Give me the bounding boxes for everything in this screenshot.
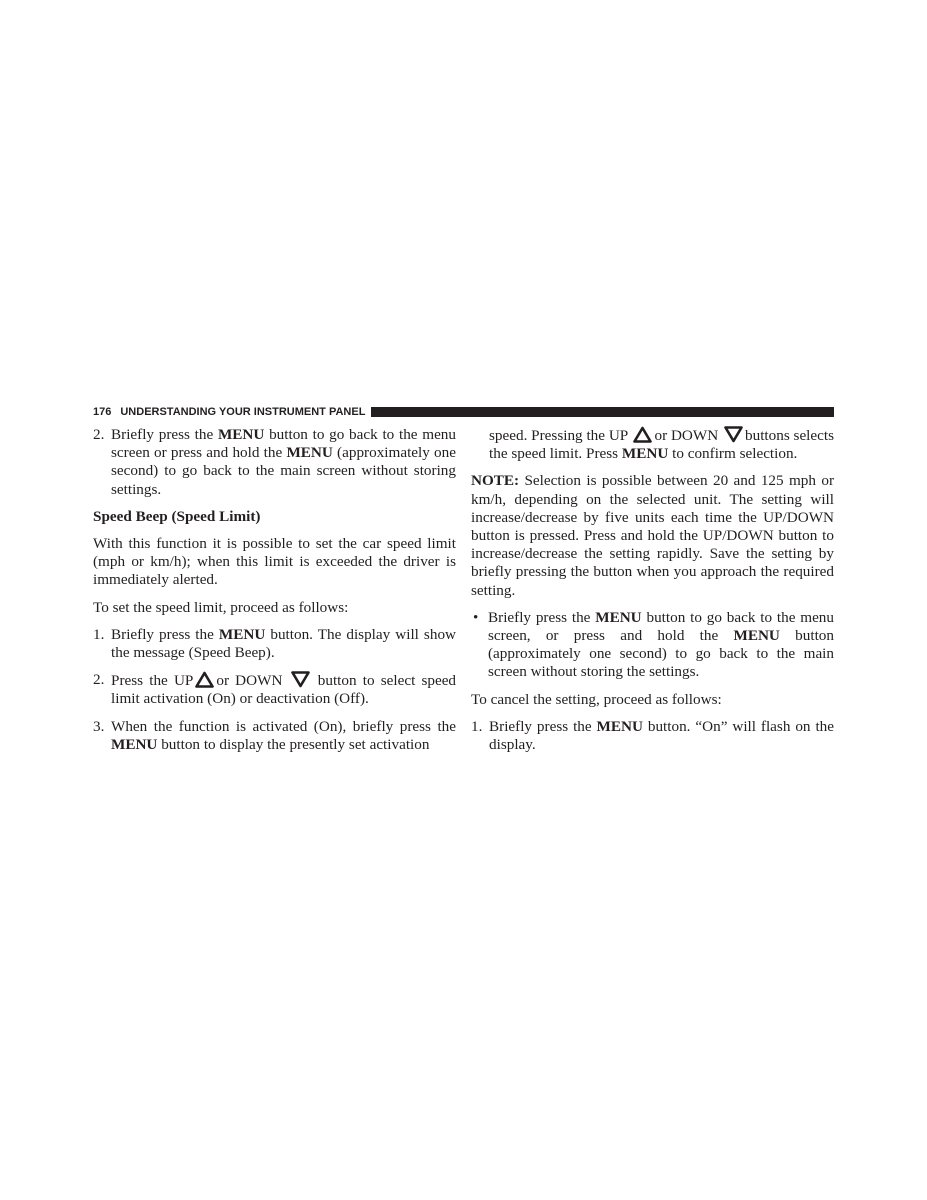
item-text: Briefly press the MENU button to go back to the menu screen or press and hold the MENU (approximately one second) to go back to the main screen without storing settings. — [111, 426, 456, 498]
paragraph: To cancel the setting, proceed as follows: — [471, 690, 722, 708]
list-item — [93, 626, 456, 662]
right-column — [471, 426, 834, 763]
list-item-continuation: speed. Pressing the UP or DOWN buttons selects the speed limit. Press MENU to confirm selection. — [489, 427, 835, 463]
bullet-item — [471, 609, 834, 682]
up-triangle-icon — [195, 671, 214, 688]
note-label: NOTE: — [471, 472, 520, 490]
item-number: 3. — [93, 717, 105, 735]
header-rule — [371, 407, 834, 417]
section-heading: Speed Beep (Speed Limit) — [93, 507, 261, 525]
left-column — [93, 426, 456, 763]
item-text: When the function is activated (On), briefly press the MENU button to display the presently set activation — [111, 717, 456, 753]
item-text: Briefly press the MENU button. “On” will flash on the display. — [489, 717, 834, 754]
item-number: 2. — [93, 426, 105, 443]
down-triangle-icon — [724, 426, 743, 443]
item-number: 1. — [471, 717, 483, 735]
note-paragraph: NOTE: Selection is possible between 20 and 125 mph or km/h, depending on the selected unit. The setting will increase/decrease by five units each time the UP/DOWN button is pressed. Press and hold the UP/DOWN button to increase/decrease the setting rapidly. Save the setting by briefly pressing the button when you approach the required setting. — [471, 472, 834, 599]
bullet-symbol: • — [473, 608, 479, 626]
list-item — [471, 718, 834, 754]
down-triangle-icon — [291, 671, 310, 688]
item-number: 2. — [93, 671, 105, 689]
item-text: Briefly press the MENU button. The display will show the message (Speed Beep). — [111, 625, 457, 662]
paragraph: With this function it is possible to set the car speed limit (mph or km/h); when this limit is exceeded the driver is immediately alerted. — [93, 535, 456, 589]
up-triangle-icon — [633, 426, 652, 443]
item-number: 1. — [93, 625, 105, 643]
page-header — [93, 405, 834, 419]
page-number: 176 — [93, 406, 112, 418]
item-text: Press the UP or DOWN button to select speed limit activation (On) or deactivation (Off). — [111, 672, 457, 708]
list-item — [93, 426, 456, 499]
list-item — [93, 671, 456, 708]
paragraph: To set the speed limit, proceed as follows: — [93, 598, 349, 616]
section-title: UNDERSTANDING YOUR INSTRUMENT PANEL — [120, 406, 366, 418]
list-item — [93, 718, 456, 754]
item-text: Briefly press the MENU button to go back to the menu screen, or press and hold the MENU button (approximately one second) to go back to the main screen without storing the settings. — [488, 608, 834, 681]
